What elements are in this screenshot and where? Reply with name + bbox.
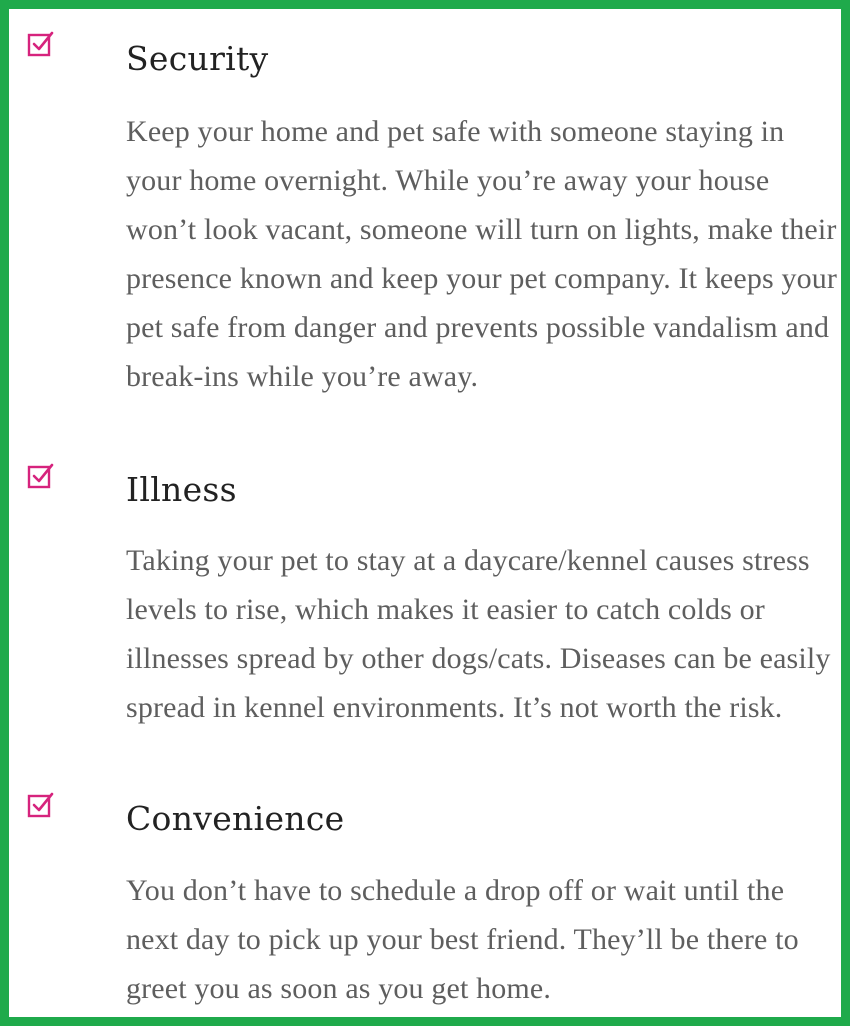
section-body: You don’t have to schedule a drop off or wait until the next day to pick up your best friend. They’ll be there to greet you as soon as you get home. — [126, 874, 799, 1005]
section-title: Convenience — [126, 799, 345, 838]
section-title: Security — [126, 39, 269, 78]
section-body: Taking your pet to stay at a daycare/kennel causes stress levels to rise, which makes it easier to catch colds or illnesses spread by other dogs/cats. Diseases can be easily spread in kennel environments. It’s not worth the risk. — [126, 544, 831, 724]
checkbox-checked-icon — [26, 790, 56, 820]
checkbox-checked-icon — [26, 29, 56, 59]
checkbox-checked-icon — [26, 461, 56, 491]
section-title: Illness — [126, 470, 237, 509]
section-body: Keep your home and pet safe with someone staying in your home overnight. While you’re away your house won’t look vacant, someone will turn on lights, make their presence known and keep your pet company. It keeps your pet safe from danger and prevents possible vandalism and break-ins while you’re away. — [126, 115, 838, 393]
